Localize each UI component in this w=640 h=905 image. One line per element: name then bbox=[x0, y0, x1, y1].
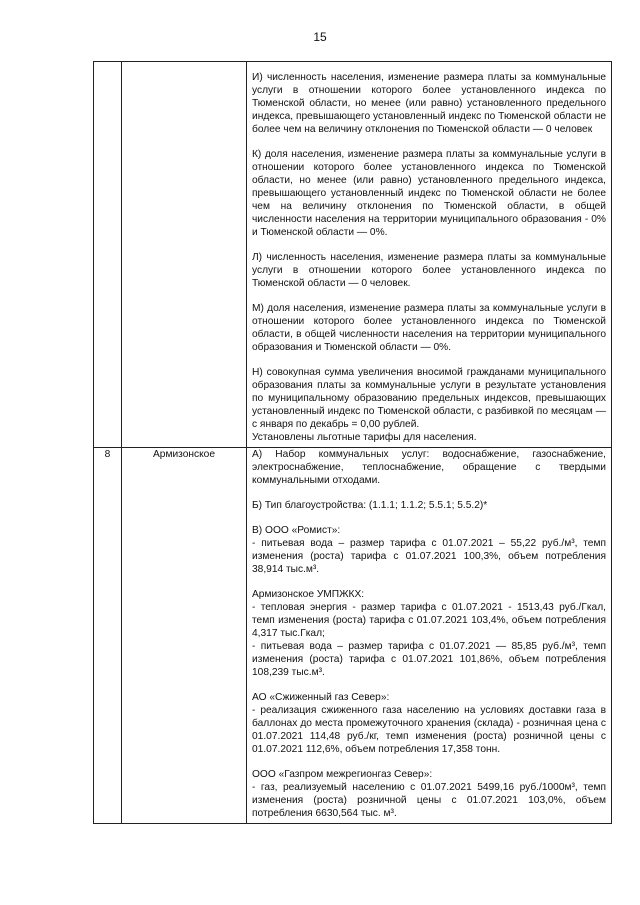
tariff-item: - питьевая вода – размер тарифа с 01.07.2021 — 85,85 руб./м³, темп изменения (роста) тарифа с 01.07.2021 101,86%, объем потребления 108,239 тыс.м³. bbox=[252, 641, 606, 678]
paragraph-l: Л) численность населения, изменение размера платы за коммунальные услуги в отношении которого более установленного индекса по Тюменской области — 0 человек. bbox=[252, 252, 606, 289]
provider-title: Армизонское УМПЖКХ: bbox=[252, 589, 365, 600]
closing-line: Установлены льготные тарифы для населения. bbox=[252, 432, 477, 443]
tariff-item: - питьевая вода – размер тарифа с 01.07.2021 – 55,22 руб./м³, темп изменения (роста) тарифа с 01.07.2021 100,3%, объем потребления 38,914 тыс.м³. bbox=[252, 538, 606, 575]
page-number: 15 bbox=[313, 30, 327, 44]
row-number-cell: 8 bbox=[94, 448, 122, 824]
table-row bbox=[94, 62, 612, 448]
table-row bbox=[94, 448, 612, 824]
tariff-table bbox=[93, 61, 612, 824]
provider-title: В) ООО «Ромист»: bbox=[252, 525, 341, 536]
paragraph-n: Н) совокупная сумма увеличения вносимой гражданами муниципального образования платы за коммунальные услуги в результате установления по муниципальному образованию предельных индексов, превышающих установленный индекс по Тюменской области, с разбивкой по месяцам — с января по декабрь = 0,00 рублей. bbox=[252, 367, 606, 430]
tariff-item: - газ, реализуемый населению с 01.07.2021 5499,16 руб./1000м³, темп изменения (роста) розничной цены с 01.07.2021 103,0%, объем потребления 6630,564 тыс. м³. bbox=[252, 782, 606, 819]
paragraph-m: М) доля населения, изменение размера платы за коммунальные услуги в отношении которого более установленного индекса по Тюменской области, в общей численности населения на территории муниципального образования и Тюменской области — 0%. bbox=[252, 303, 606, 353]
paragraph-i: И) численность населения, изменение размера платы за коммунальные услуги в отношении которого более установленного индекса по Тюменской области, но менее (или равно) установленного предельного индекса, превышающего установленный индекс по Тюменской области не более чем на величину отклонения по Тюменской области — 0 человек bbox=[252, 72, 606, 135]
description-cell bbox=[247, 62, 612, 448]
improvement-type: Б) Тип благоустройства: (1.1.1; 1.1.2; 5.5.1; 5.5.2)* bbox=[252, 500, 488, 511]
tariff-item: - реализация сжиженного газа населению на условиях доставки газа в баллонах до места промежуточного хранения (склада) - розничная цена с 01.07.2021 114,48 руб./кг, темп изменения (роста) розничной цены с 01.07.2021 112,6%, объем потребления 17,358 тонн. bbox=[252, 705, 606, 755]
municipality-cell bbox=[122, 62, 247, 448]
description-cell bbox=[247, 448, 612, 824]
paragraph-k: К) доля населения, изменение размера платы за коммунальные услуги в отношении которого более установленного индекса по Тюменской области, но менее (или равно) установленного предельного индекса, превышающего установленный индекс по Тюменской области не более чем на величину отклонения по Тюменской области, в общей численности населения на территории муниципального образования - 0% и Тюменской области — 0%. bbox=[252, 149, 606, 238]
municipality-cell: Армизонское bbox=[122, 448, 247, 824]
provider-title: ООО «Газпром межрегионгаз Север»: bbox=[252, 769, 433, 780]
tariff-item: - тепловая энергия - размер тарифа с 01.07.2021 - 1513,43 руб./Гкал, темп изменения (роста) тарифа с 01.07.2021 103,4%, объем потребления 4,317 тыс.Гкал; bbox=[252, 602, 606, 639]
provider-title: АО «Сжиженный газ Север»: bbox=[252, 692, 390, 703]
row-number-cell bbox=[94, 62, 122, 448]
services-set: А) Набор коммунальных услуг: водоснабжение, газоснабжение, электроснабжение, теплоснабжение, обращение с твердыми коммунальными отходами. bbox=[252, 449, 606, 486]
